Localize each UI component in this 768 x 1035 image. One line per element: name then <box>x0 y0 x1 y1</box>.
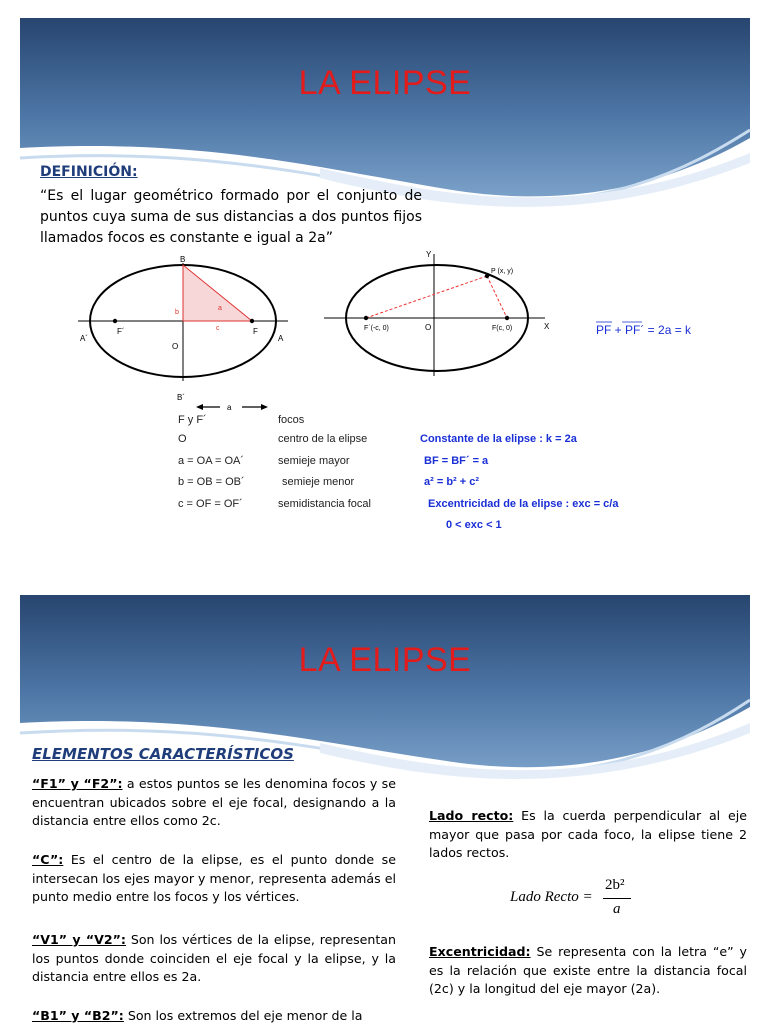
eccentricity-text: Excentricidad de la elipse : exc = c/a <box>428 498 619 510</box>
legend-term-5: c = OF = OF´ <box>178 498 243 510</box>
focus-F <box>505 316 509 320</box>
focus-F-prime <box>364 316 368 320</box>
paragraph-eccentricity <box>429 943 747 999</box>
label-b: b <box>175 309 179 316</box>
vertices-key: “V1” y “V2”: <box>32 932 126 947</box>
minor-axis-key: “B1” y “B2”: <box>32 1008 124 1023</box>
minor-axis-text: Son los extremos del eje menor de la <box>123 1008 363 1023</box>
label-P: P (x, y) <box>491 268 514 275</box>
slide-definition <box>20 18 750 560</box>
vertices-text: Son los vértices de la elipse, representan los puntos donde coinciden el eje focal y la elipse, y la distancia entre ellos es 2a. <box>32 932 396 984</box>
label-A-prime: A´ <box>80 334 88 343</box>
center-text: Es el centro de la elipse, es el punto donde se intersecan los ejes mayor y menor, representa además el punto medio entre los focos y los vértices. <box>32 852 396 904</box>
segment-PF-prime <box>366 276 487 318</box>
legend-desc-5: semidistancia focal <box>278 498 371 510</box>
eccentricity-text: Se representa con la letra “e” y es la relación que existe entre la distancia focal (2c) y la longitud del eje mayor (2a). <box>429 944 747 996</box>
center-key: “C”: <box>32 852 64 867</box>
paragraph-center <box>32 851 396 907</box>
label-O: O <box>172 342 179 351</box>
slide-title: LA ELIPSE <box>298 641 472 679</box>
latus-rectum-formula <box>510 877 650 921</box>
relation-text: a² = b² + c² <box>424 476 480 488</box>
legend-desc-1: focos <box>278 414 305 426</box>
legend-desc-4: semieje menor <box>282 476 355 488</box>
formula-label: Lado Recto = <box>510 889 593 905</box>
legend-desc-3: semieje mayor <box>278 455 350 467</box>
latus-rectum-key: Lado recto: <box>429 808 514 823</box>
foci-text: a estos puntos se les denomina focos y se encuentran ubicados sobre el eje focal, designando a la distancia entre ellos como 2c. <box>32 776 396 828</box>
paragraph-vertices <box>32 931 396 987</box>
ellipse-diagrams <box>20 246 750 412</box>
label-Fp-coord: F´(-c, 0) <box>364 325 389 332</box>
formula-numerator: 2b² <box>605 877 625 893</box>
focus-left <box>113 319 117 323</box>
slide-title: LA ELIPSE <box>298 64 472 102</box>
paragraph-latus-rectum <box>429 807 747 863</box>
label-X: X <box>544 322 550 331</box>
focus-right <box>250 319 254 323</box>
legend-desc-2: centro de la elipse <box>278 433 368 445</box>
label-B-prime: B´ <box>177 393 185 402</box>
legend-term-1: F y F´ <box>178 414 207 426</box>
sum-formula: PF + PF´ = 2a = k <box>596 323 692 337</box>
formula-denominator: a <box>613 901 621 917</box>
label-a: a <box>218 305 222 312</box>
foci-key: “F1” y “F2”: <box>32 776 123 791</box>
bf-text: BF = BF´ = a <box>424 455 489 467</box>
constant-text: Constante de la elipse : k = 2a <box>420 433 577 445</box>
label-F: F <box>253 327 258 336</box>
definition-text: “Es el lugar geométrico formado por el conjunto de puntos cuya suma de sus distancias a dos puntos fijos llamados focos es constante e igual a 2a” <box>40 188 422 246</box>
label-A: A <box>278 334 284 343</box>
slide-elements <box>20 595 750 1035</box>
label-F-prime: F´ <box>117 327 125 336</box>
paragraph-minor-axis <box>32 1007 396 1026</box>
label-B: B <box>180 255 186 264</box>
range-text: 0 < exc < 1 <box>446 519 502 531</box>
fraction-bar <box>603 898 631 899</box>
label-O2: O <box>425 323 432 332</box>
paragraph-foci <box>32 775 396 831</box>
definition-heading: DEFINICIÓN: <box>40 164 138 180</box>
legend-term-4: b = OB = OB´ <box>178 476 245 488</box>
legend-term-2: O <box>178 433 187 445</box>
latus-rectum-text: Es la cuerda perpendicular al eje mayor que pasa por cada foco, la elipse tiene 2 lados rectos. <box>429 808 747 860</box>
label-c: c <box>216 325 220 332</box>
eccentricity-key: Excentricidad: <box>429 944 531 959</box>
label-a-arrow: a <box>227 403 232 412</box>
label-F-coord: F(c, 0) <box>492 325 513 332</box>
label-Y: Y <box>426 250 432 259</box>
legend-term-3: a = OA = OA´ <box>178 455 245 467</box>
point-P <box>485 274 489 278</box>
triangle-bfo <box>183 265 252 321</box>
elements-heading: ELEMENTOS CARACTERÍSTICOS <box>32 745 294 763</box>
